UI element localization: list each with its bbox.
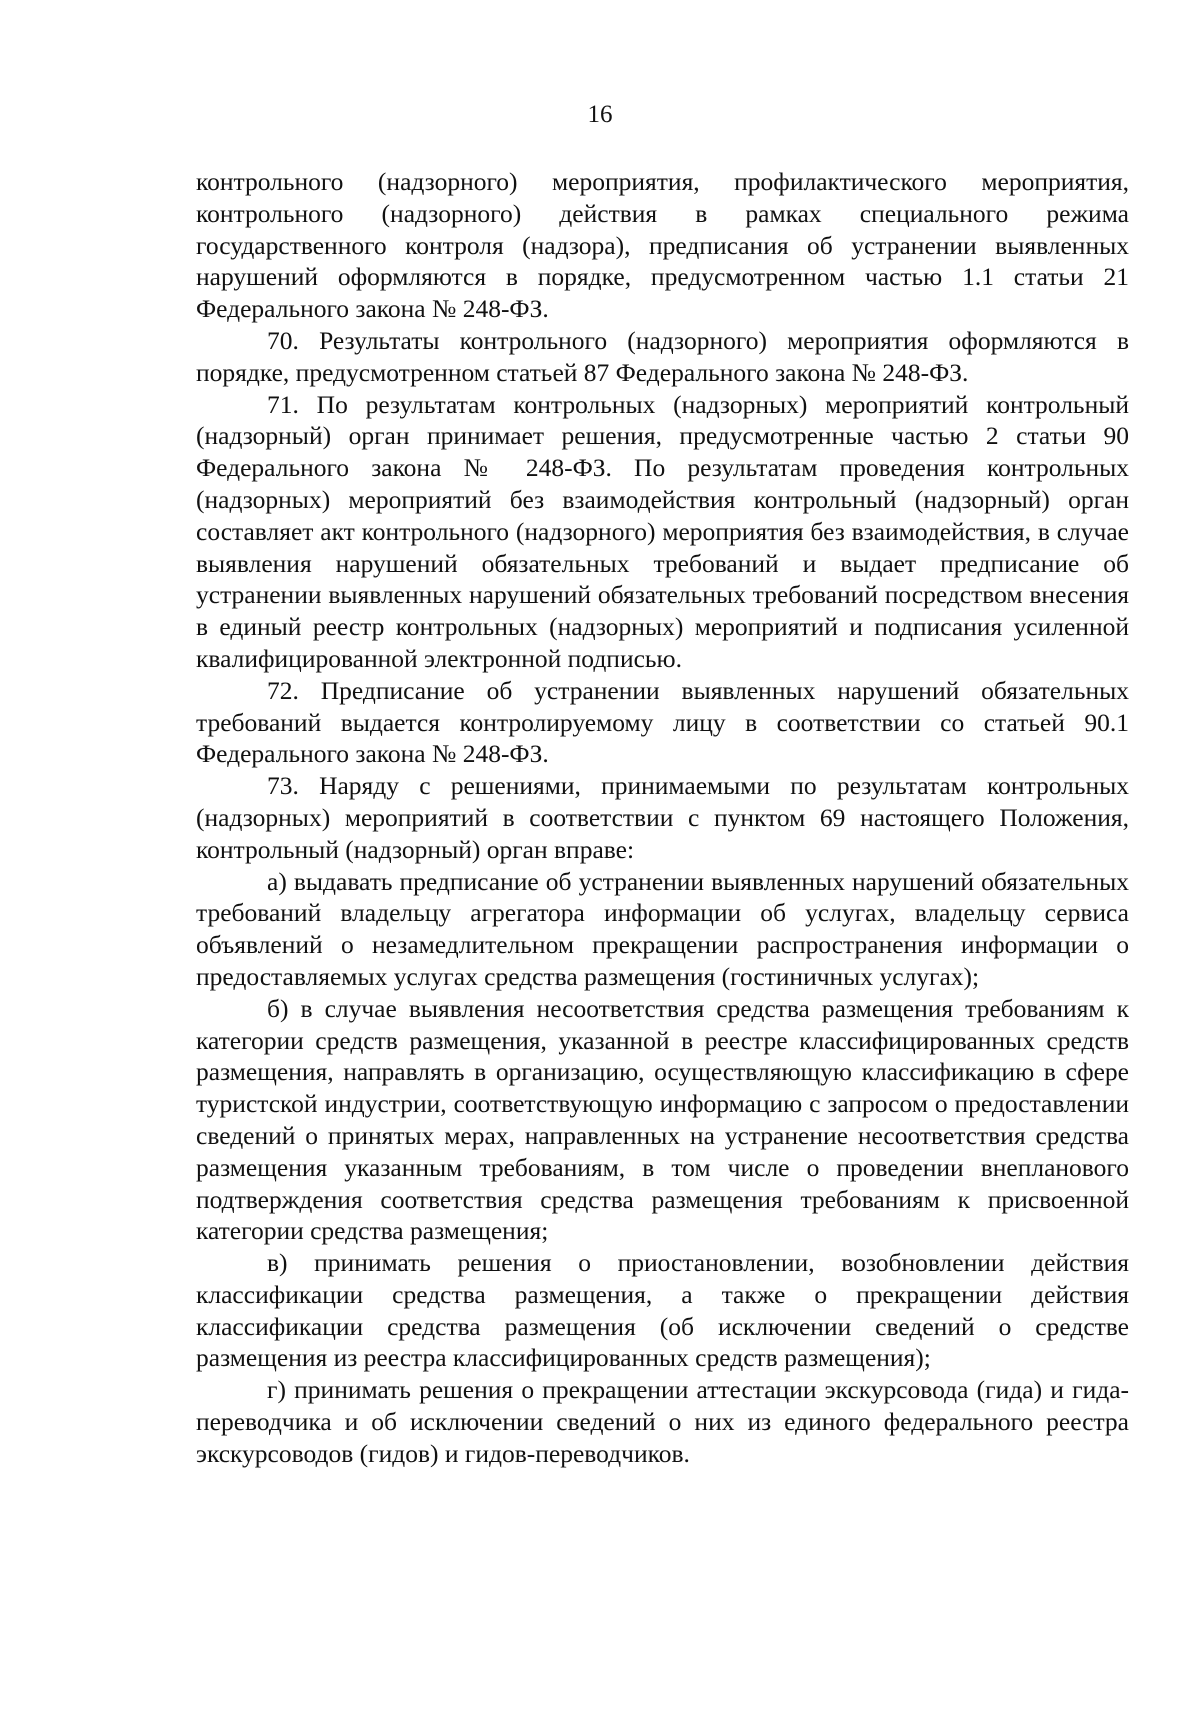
paragraph-72: 72. Предписание об устранении выявленных нарушений обязательных требований выдается контролируемому лицу в соответствии со статьей 90.1 Федерального закона № 248-ФЗ. <box>196 675 1129 769</box>
subparagraph-b: б) в случае выявления несоответствия средства размещения требованиям к категории средств размещения, указанной в реестре классифицированных средств размещения, направлять в организацию, осуществляющую классификацию в сфере туристской индустрии, соответствующую информацию с запросом о предоставлении сведений о принятых мерах, направленных на устранение несоответствия средства размещения указанным требованиям, в том числе о проведении внепланового подтверждения соответствия средства размещения требованиям к присвоенной категории средства размещения; <box>196 993 1129 1246</box>
subparagraph-a: а) выдавать предписание об устранении выявленных нарушений обязательных требований владельцу агрегатора информации об услугах, владельцу сервиса объявлений о незамедлительном прекращении распространения информации о предоставляемых услугах средства размещения (гостиничных услугах); <box>196 866 1129 991</box>
subparagraph-v: в) принимать решения о приостановлении, возобновлении действия классификации средства размещения, а также о прекращении действия классификации средства размещения (об исключении сведений о средстве размещения из реестра классифицированных средств размещения); <box>196 1248 1129 1373</box>
paragraph-continuation: контрольного (надзорного) мероприятия, профилактического мероприятия, контрольного (надзорного) действия в рамках специального режима государственного контроля (надзора), предписания об устранении выявленных нарушений оформляются в порядке, предусмотренном частью 1.1 статьи 21 Федерального закона № 248-ФЗ. <box>196 167 1129 324</box>
paragraph-73: 73. Наряду с решениями, принимаемыми по результатам контрольных (надзорных) мероприятий в соответствии с пунктом 69 настоящего Положения, контрольный (надзорный) орган вправе: <box>196 771 1129 864</box>
subparagraph-g: г) принимать решения о прекращении аттестации экскурсовода (гида) и гида-переводчика и об исключении сведений о них из единого федерального реестра экскурсоводов (гидов) и гидов-переводчиков. <box>196 1375 1129 1468</box>
document-body <box>196 166 1129 1470</box>
page-number: 16 <box>587 101 613 128</box>
paragraph-71: 71. По результатам контрольных (надзорных) мероприятий контрольный (надзорный) орган принимает решения, предусмотренные частью 2 статьи 90 Федерального закона № 248-ФЗ. По результатам проведения контрольных (надзорных) мероприятий без взаимодействия контрольный (надзорный) орган составляет акт контрольного (надзорного) мероприятия без взаимодействия, в случае выявления нарушений обязательных требований и выдает предписание об устранении выявленных нарушений обязательных требований посредством внесения в единый реестр контрольных (надзорных) мероприятий и подписания усиленной квалифицированной электронной подписью. <box>196 389 1129 673</box>
paragraph-70: 70. Результаты контрольного (надзорного) мероприятия оформляются в порядке, предусмотренном статьей 87 Федерального закона № 248-ФЗ. <box>196 325 1129 387</box>
